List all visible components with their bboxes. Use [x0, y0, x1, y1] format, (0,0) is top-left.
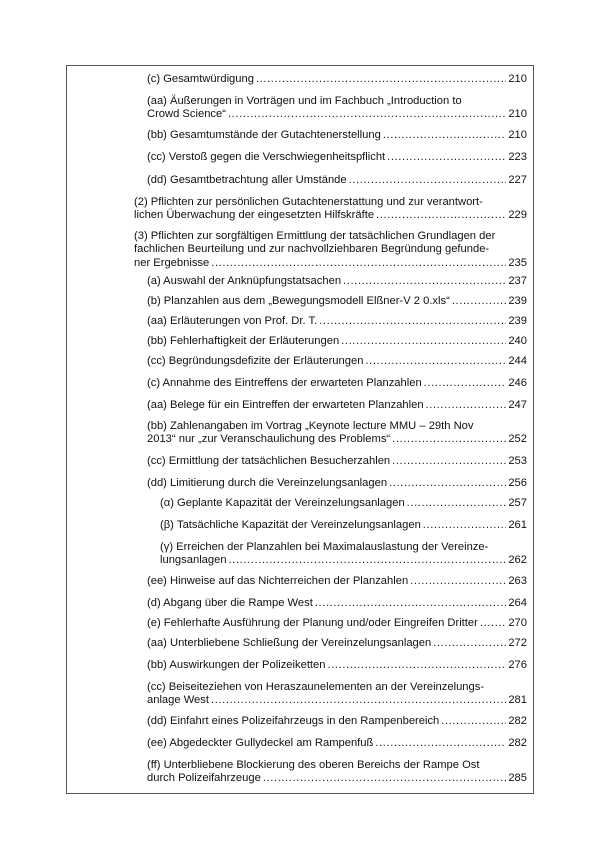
dot-leader [480, 617, 506, 630]
toc-page-number: 240 [508, 335, 527, 347]
toc-entry-title: (β) Tatsächliche Kapazität der Vereinzelungsanlagen [160, 519, 421, 531]
toc-page-number: 262 [508, 554, 527, 567]
dot-leader [327, 659, 506, 672]
toc-entry[interactable] [147, 355, 527, 368]
toc-entry[interactable] [147, 617, 527, 630]
toc-entry-title: (d) Abgang über die Rampe West [147, 597, 313, 609]
toc-page-number: 244 [508, 355, 527, 367]
dot-leader [319, 315, 506, 328]
toc-entry-title: (bb) Zahlenangaben im Vortrag „Keynote lecture MMU – 29th Nov [147, 420, 474, 432]
toc-page-number: 281 [508, 694, 527, 707]
dot-leader [349, 174, 507, 187]
dot-leader [229, 554, 507, 567]
dot-leader [228, 108, 506, 121]
toc-entry[interactable] [147, 759, 527, 786]
toc-entry-title: (e) Fehlerhafte Ausführung der Planung und/oder Eingreifen Dritter [147, 617, 478, 629]
toc-entry-title: (dd) Limitierung durch die Vereinzelungsanlagen [147, 477, 388, 489]
toc-entry[interactable] [134, 230, 527, 270]
toc-entry[interactable] [147, 129, 527, 142]
dot-leader [424, 377, 507, 390]
toc-entry-title: lungsanlagen [160, 554, 227, 567]
dot-leader [343, 275, 506, 288]
dot-leader [256, 73, 506, 86]
toc-entry[interactable] [147, 597, 527, 610]
toc-entry[interactable] [147, 315, 527, 328]
toc-entry[interactable] [147, 637, 527, 650]
dot-leader [441, 715, 506, 728]
dot-leader [389, 477, 506, 490]
toc-entry-title: lichen Überwachung der eingesetzten Hilfskräfte [134, 209, 375, 222]
dot-leader [315, 597, 506, 610]
toc-entry-title: (3) Pflichten zur sorgfältigen Ermittlung der tatsächlichen Grundlagen der [134, 230, 496, 242]
dot-leader [407, 497, 507, 510]
toc-entry[interactable] [147, 73, 527, 86]
toc-entry[interactable] [147, 737, 527, 750]
toc-entry[interactable] [147, 335, 527, 348]
toc-page-number: 252 [508, 433, 527, 446]
toc-entry-title: ner Ergebnisse [134, 256, 210, 269]
toc-entry[interactable] [160, 541, 527, 568]
toc-entry-title: Crowd Science“ [147, 108, 226, 121]
dot-leader [376, 209, 506, 222]
toc-page-number: 235 [508, 256, 527, 269]
toc-entry[interactable] [147, 455, 527, 468]
toc-page-number: 239 [508, 315, 527, 327]
toc-entry-title: durch Polizeifahrzeuge [147, 772, 261, 785]
toc-entry[interactable] [147, 681, 527, 708]
toc-page-number: 229 [508, 209, 527, 222]
toc-page-number: 261 [508, 519, 527, 531]
toc-entry-title: fachlichen Beurteilung und zur nachvollziehbaren Begründung gefunde- [134, 243, 490, 256]
toc-entry-title: (α) Geplante Kapazität der Vereinzelungsanlagen [160, 497, 405, 509]
toc-page-number: 210 [508, 129, 527, 141]
toc-page-number: 239 [508, 295, 527, 307]
dot-leader [365, 355, 506, 368]
toc-entry-title: (cc) Verstoß gegen die Verschwiegenheitspflicht [147, 151, 386, 163]
toc-entry-title: (2) Pflichten zur persönlichen Gutachtenerstattung und zur verantwort- [134, 196, 483, 208]
toc-entry-title: (c) Annahme des Eintreffens der erwarteten Planzahlen [147, 377, 422, 389]
toc-page-number: 272 [508, 637, 527, 649]
toc-page-number: 276 [508, 659, 527, 671]
toc-entry-title: (dd) Gesamtbetrachtung aller Umstände [147, 174, 347, 186]
dot-leader [387, 151, 506, 164]
dot-leader [452, 295, 507, 308]
toc-entry-title: 2013“ nur „zur Veranschaulichung des Problems“ [147, 433, 391, 446]
dot-leader [375, 737, 506, 750]
toc-entry[interactable] [147, 420, 527, 447]
dot-leader [211, 257, 506, 270]
dot-leader [383, 129, 507, 142]
toc-page-number: 210 [508, 108, 527, 121]
toc-entry[interactable] [160, 519, 527, 532]
dot-leader [263, 772, 507, 785]
toc-entry-title: (bb) Fehlerhaftigkeit der Erläuterungen [147, 335, 340, 347]
toc-entry-title: (γ) Erreichen der Planzahlen bei Maximalauslastung der Vereinze- [160, 541, 489, 553]
toc-entry[interactable] [147, 659, 527, 672]
toc-page-number: 282 [508, 715, 527, 727]
toc-page-number: 227 [508, 174, 527, 186]
toc-entry[interactable] [147, 715, 527, 728]
dot-leader [341, 335, 506, 348]
toc-entry-title: (c) Gesamtwürdigung [147, 73, 254, 85]
toc-entry-title: (a) Auswahl der Anknüpfungstatsachen [147, 275, 342, 287]
dot-leader [392, 433, 506, 446]
toc-entry-title: (ee) Abgedeckter Gullydeckel am Rampenfuß [147, 737, 374, 749]
toc-entry[interactable] [147, 275, 527, 288]
toc-page-number: 264 [508, 597, 527, 609]
dot-leader [433, 637, 506, 650]
toc-page-number: 263 [508, 575, 527, 587]
toc-entry[interactable] [147, 151, 527, 164]
toc-entry[interactable] [160, 497, 527, 510]
toc-entry[interactable] [134, 196, 527, 223]
toc-entry-title: (aa) Äußerungen in Vorträgen und im Fachbuch „Introduction to [147, 95, 462, 107]
toc-entry-title: anlage West [147, 694, 209, 707]
dot-leader [410, 575, 506, 588]
dot-leader [392, 455, 506, 468]
dot-leader [423, 519, 507, 532]
toc-entry-title: (cc) Ermittlung der tatsächlichen Besucherzahlen [147, 455, 391, 467]
toc-entry-title: (cc) Beiseiteziehen von Heraszaunelementen an der Vereinzelungs- [147, 681, 485, 693]
toc-entry-title: (aa) Belege für ein Eintreffen der erwarteten Planzahlen [147, 399, 424, 411]
toc-page-number: 285 [508, 772, 527, 785]
toc-page-number: 247 [508, 399, 527, 411]
dot-leader [211, 694, 506, 707]
toc-page-number: 253 [508, 455, 527, 467]
toc-page-number: 246 [508, 377, 527, 389]
toc-entry-title: (cc) Begründungsdefizite der Erläuterungen [147, 355, 364, 367]
dot-leader [426, 399, 507, 412]
toc-page-number: 256 [508, 477, 527, 489]
toc-entry[interactable] [147, 477, 527, 490]
toc-entry-title: (aa) Erläuterungen von Prof. Dr. T. [147, 315, 318, 327]
toc-page-number: 257 [508, 497, 527, 509]
toc-entry[interactable] [147, 575, 527, 588]
toc-page-number: 282 [508, 737, 527, 749]
toc-entry[interactable] [147, 295, 527, 308]
toc-entry-title: (bb) Gesamtumstände der Gutachtenerstellung [147, 129, 381, 141]
toc-entry-title: (bb) Auswirkungen der Polizeiketten [147, 659, 326, 671]
toc-entry-title: (ee) Hinweise auf das Nichterreichen der Planzahlen [147, 575, 409, 587]
toc-entry[interactable] [147, 95, 527, 122]
toc-page-number: 270 [508, 617, 527, 629]
toc-entry[interactable] [147, 174, 527, 187]
toc-page-number: 210 [508, 73, 527, 85]
toc-entry-title: (ff) Unterbliebene Blockierung des oberen Bereichs der Rampe Ost [147, 759, 480, 771]
toc-entry-title: (aa) Unterbliebene Schließung der Vereinzelungsanlagen [147, 637, 432, 649]
toc-page-number: 223 [508, 151, 527, 163]
toc-entry[interactable] [147, 399, 527, 412]
toc-entry[interactable] [147, 377, 527, 390]
toc-entry-title: (b) Planzahlen aus dem „Bewegungsmodell Elßner-V 2 0.xls“ [147, 295, 450, 307]
toc-entry-title: (dd) Einfahrt eines Polizeifahrzeugs in den Rampenbereich [147, 715, 440, 727]
toc-page-number: 237 [508, 275, 527, 287]
